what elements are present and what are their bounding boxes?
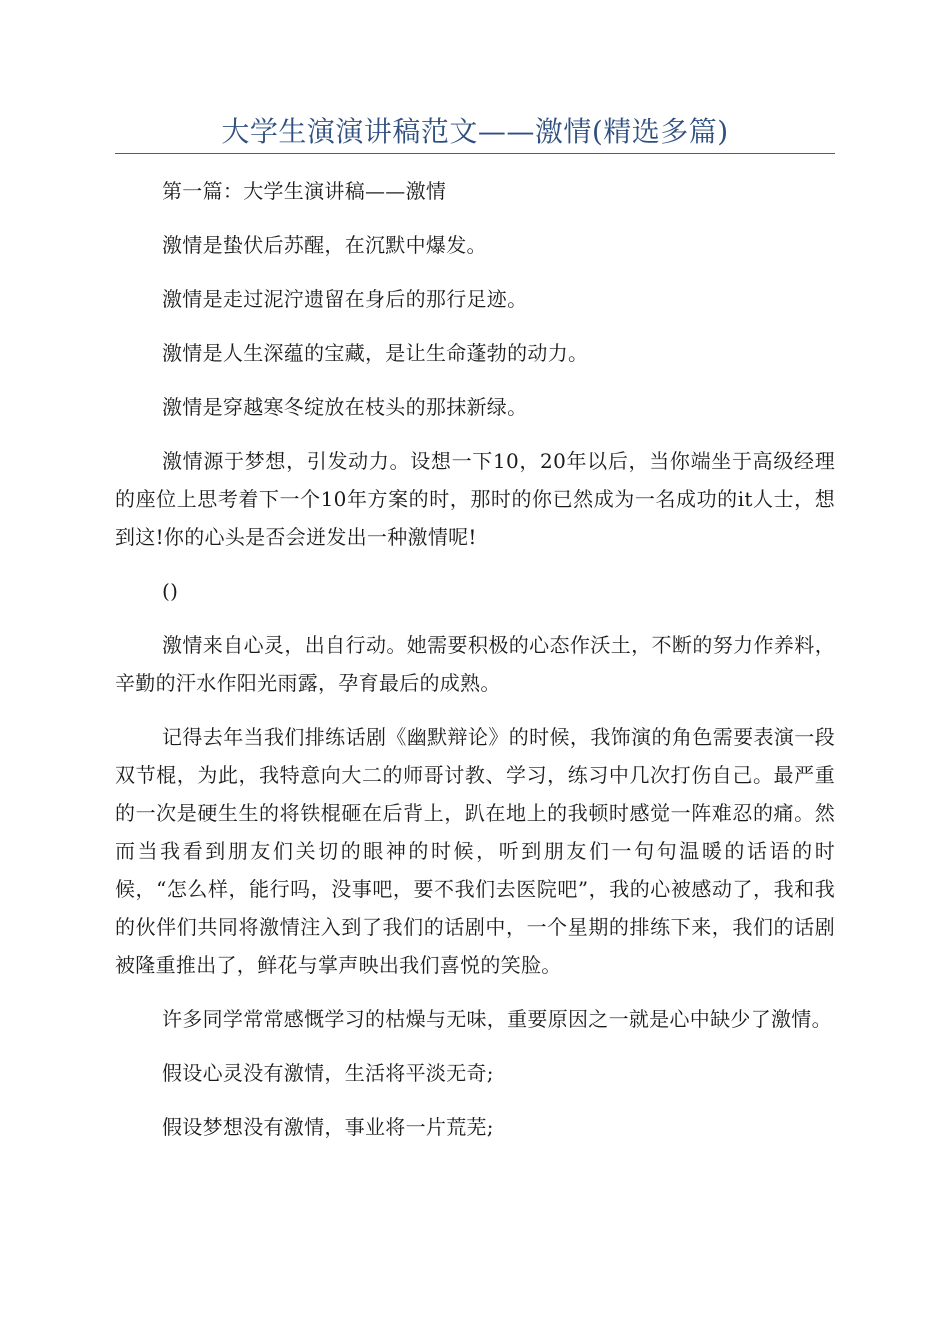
paragraph: 激情来自心灵，出自行动。她需要积极的心态作沃土，不断的努力作养料，辛勤的汗水作阳光雨露，孕育最后的成熟。 [115, 633, 835, 695]
paragraph: 激情是人生深蕴的宝藏，是让生命蓬勃的动力。 [162, 341, 589, 365]
paragraph: 激情是蛰伏后苏醒，在沉默中爆发。 [162, 233, 487, 257]
paragraph: 激情源于梦想，引发动力。设想一下10，20年以后，当你端坐于高级经理的座位上思考着下一个10年方案的时，那时的你已然成为一名成功的it人士，想到这!你的心头是否会迸发出一种激情呢! [115, 449, 835, 549]
paragraph: 假设梦想没有激情，事业将一片荒芜; [162, 1115, 494, 1139]
paragraph: 假设心灵没有激情，生活将平淡无奇; [162, 1061, 494, 1085]
document-body [115, 172, 835, 1162]
title-underline [115, 153, 835, 154]
paragraph-section-heading: 第一篇：大学生演讲稿——激情 [162, 179, 447, 203]
document-title: 大学生演演讲稿范文——激情(精选多篇) [221, 115, 729, 148]
paragraph: 记得去年当我们排练话剧《幽默辩论》的时候，我饰演的角色需要表演一段双节棍，为此，我特意向大二的师哥讨教、学习，练习中几次打伤自己。最严重的一次是硬生生的将铁棍砸在后背上，趴在地上的我顿时感觉一阵难忍的痛。然而当我看到朋友们关切的眼神的时候，听到朋友们一句句温暖的话语的时候，“怎么样，能行吗，没事吧，要不我们去医院吧”，我的心被感动了，我和我的伙伴们共同将激情注入到了我们的话剧中，一个星期的排练下来，我们的话剧被隆重推出了，鲜花与掌声映出我们喜悦的笑脸。 [115, 725, 835, 977]
paragraph: 激情是穿越寒冬绽放在枝头的那抹新绿。 [162, 395, 528, 419]
paragraph: 许多同学常常感慨学习的枯燥与无味，重要原因之一就是心中缺少了激情。 [162, 1007, 832, 1031]
paragraph: 激情是走过泥泞遗留在身后的那行足迹。 [162, 287, 528, 311]
paragraph: () [162, 579, 179, 603]
